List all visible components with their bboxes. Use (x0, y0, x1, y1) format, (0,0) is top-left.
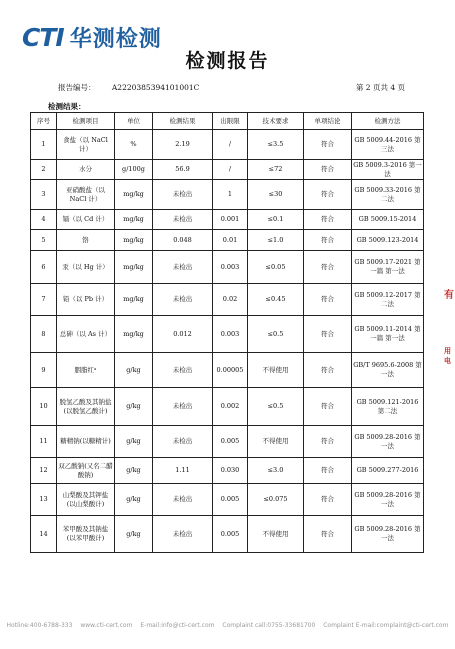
table-cell: GB 5009.11-2014 第一篇 第一法 (352, 316, 424, 353)
table-cell: 双乙酸钠(又名二醋酸钠) (57, 458, 115, 484)
table-cell: GB 5009.121-2016 第二法 (352, 388, 424, 426)
table-cell: GB 5009.17-2021 第一篇 第一法 (352, 251, 424, 284)
page-footer (0, 622, 455, 629)
table-cell: ≤0.1 (248, 210, 304, 230)
page-title: 检测报告 (185, 50, 270, 72)
footer-website: www.cti-cert.com (80, 622, 133, 629)
table-cell: 12 (31, 458, 57, 484)
report-number: A2220385394101001C (111, 83, 200, 92)
table-cell: 未检出 (153, 484, 213, 516)
table-cell: ≤3.0 (248, 458, 304, 484)
table-cell: 镉（以 Cd 计） (57, 210, 115, 230)
table-cell: 符合 (304, 353, 352, 388)
table-cell: 0.001 (213, 210, 248, 230)
table-cell: 0.002 (213, 388, 248, 426)
table-cell: 山梨酸及其钾盐 (以山梨酸计) (57, 484, 115, 516)
table-cell: mg/kg (115, 251, 153, 284)
table-cell: 汞（以 Hg 计） (57, 251, 115, 284)
table-cell: 9 (31, 353, 57, 388)
table-cell: 2.19 (153, 130, 213, 160)
table-cell: 胭脂红ᵃ (57, 353, 115, 388)
table-cell: 1 (213, 180, 248, 210)
col-header: 单项结论 (304, 113, 352, 130)
table-cell: GB 5009.3-2016 第一法 (353, 160, 422, 178)
table-cell: 铬 (57, 230, 115, 251)
table-row (31, 230, 424, 251)
report-number-label: 报告编号： (58, 83, 96, 92)
table-cell: ≤30 (248, 180, 304, 210)
results-table (30, 112, 424, 553)
table-cell: g/100g (115, 160, 153, 180)
stamp-fragment-1: 有 (444, 290, 454, 301)
col-header: 序号 (31, 113, 57, 130)
table-cell: ≤72 (248, 160, 304, 180)
table-cell: ≤0.45 (248, 284, 304, 316)
table-cell: 符合 (304, 210, 352, 230)
table-cell: mg/kg (115, 316, 153, 353)
table-row (31, 130, 424, 160)
table-row (31, 160, 424, 180)
table-cell: 符合 (304, 458, 352, 484)
table-cell: GB 5009.123-2014 (352, 230, 424, 251)
col-header: 检测项目 (57, 113, 115, 130)
col-header: 单位 (115, 113, 153, 130)
table-cell: 未检出 (153, 516, 213, 553)
table-cell: 不得使用 (248, 353, 304, 388)
table-cell: % (115, 130, 153, 160)
table-cell: mg/kg (115, 180, 153, 210)
table-row (31, 180, 424, 210)
table-cell: 0.012 (153, 316, 213, 353)
table-cell: 0.005 (213, 484, 248, 516)
table-cell: 未检出 (153, 388, 213, 426)
table-cell: 未检出 (153, 353, 213, 388)
table-cell: 符合 (304, 516, 352, 553)
footer-complaint-email: Complaint E-mail:complaint@cti-cert.com (323, 622, 449, 629)
table-cell: 符合 (304, 180, 352, 210)
table-cell: 未检出 (153, 251, 213, 284)
table-row (31, 251, 424, 284)
table-cell: 56.9 (153, 160, 213, 180)
table-cell: 未检出 (153, 284, 213, 316)
table-row (31, 458, 424, 484)
table-cell: GB 5009.28-2016 第一法 (352, 426, 424, 458)
table-row (31, 516, 424, 553)
table-cell: 1.11 (153, 458, 213, 484)
table-cell: 11 (31, 426, 57, 458)
table-cell: 0.003 (213, 316, 248, 353)
table-cell: 1 (31, 130, 57, 160)
table-cell: ≤3.5 (248, 130, 304, 160)
table-cell: 13 (31, 484, 57, 516)
footer-complaint-call: Complaint call:0755-33681700 (222, 622, 316, 629)
table-cell: 7 (31, 284, 57, 316)
table-cell: GB 5009.28-2016 第一法 (352, 516, 424, 553)
table-row (31, 353, 424, 388)
table-cell: 14 (31, 516, 57, 553)
table-cell: 不得使用 (248, 516, 304, 553)
table-cell: 0.005 (213, 516, 248, 553)
logo-text: 华测检测 (69, 26, 162, 52)
table-row (31, 284, 424, 316)
page-info: 第 2 页共 4 页 (355, 83, 405, 92)
table-cell: GB 5009.33-2016 第二法 (352, 180, 424, 210)
table-cell: 0.048 (153, 230, 213, 251)
table-cell: ≤0.5 (248, 316, 304, 353)
table-cell: GB 5009.12-2017 第二法 (352, 284, 424, 316)
table-cell: 符合 (304, 160, 352, 180)
col-header: 技术要求 (248, 113, 304, 130)
table-cell: GB 5009.28-2016 第一法 (352, 484, 424, 516)
col-header: 出限限 (213, 113, 248, 130)
table-cell: 2 (31, 160, 57, 180)
table-cell: 符合 (304, 316, 352, 353)
table-cell: g/kg (115, 353, 153, 388)
table-cell: ≤0.075 (248, 484, 304, 516)
table-cell: 8 (31, 316, 57, 353)
table-cell: GB/T 9695.6-2008 第一法 (352, 353, 424, 388)
table-cell: ≤0.05 (248, 251, 304, 284)
table-row (31, 210, 424, 230)
table-cell: g/kg (115, 426, 153, 458)
table-cell: g/kg (115, 516, 153, 553)
table-cell: 符合 (304, 484, 352, 516)
table-cell: g/kg (115, 484, 153, 516)
footer-email: E-mail:info@cti-cert.com (140, 622, 215, 629)
table-cell: 符合 (304, 426, 352, 458)
table-row (31, 484, 424, 516)
table-row (31, 316, 424, 353)
table-cell: 符合 (304, 388, 352, 426)
table-cell: 0.00005 (213, 353, 248, 388)
table-cell: 0.02 (213, 284, 248, 316)
table-cell: 铅（以 Pb 计） (57, 284, 115, 316)
col-header: 检测方法 (352, 113, 424, 130)
table-cell: 5 (31, 230, 57, 251)
table-cell: 糖精钠(以糖精计) (57, 426, 115, 458)
table-cell: GB 5009.15-2014 (352, 210, 424, 230)
col-header: 检测结果 (153, 113, 213, 130)
table-cell: GB 5009.277-2016 (352, 458, 424, 484)
logo-mark: CTI (22, 22, 64, 52)
table-cell: 未检出 (153, 426, 213, 458)
report-number-line (58, 82, 199, 93)
table-cell: 6 (31, 251, 57, 284)
table-cell: 3 (31, 180, 57, 210)
table-cell: mg/kg (115, 284, 153, 316)
footer-hotline: Hotline:400-6788-333 (6, 622, 73, 629)
table-cell: 符合 (304, 130, 352, 160)
table-cell: 脱氢乙酸及其钠盐(以脱氢乙酸计) (57, 388, 115, 426)
table-row (31, 426, 424, 458)
table-cell: / (213, 130, 248, 160)
table-cell: 水分 (57, 160, 115, 180)
table-cell: 总砷（以 As 计） (57, 316, 115, 353)
table-cell: 0.003 (213, 251, 248, 284)
table-cell: 4 (31, 210, 57, 230)
table-cell: 亚硝酸盐（以 NaCl 计） (57, 180, 115, 210)
table-cell: ≤0.5 (248, 388, 304, 426)
table-cell: 苯甲酸及其钠盐 (以苯甲酸计) (57, 516, 115, 553)
table-cell: 未检出 (153, 180, 213, 210)
table-cell: 食盐（以 NaCl 计） (57, 130, 115, 160)
table-cell: ≤1.0 (248, 230, 304, 251)
table-cell: 10 (31, 388, 57, 426)
table-cell: g/kg (115, 388, 153, 426)
table-header-row (31, 113, 424, 130)
table-cell: mg/kg (115, 230, 153, 251)
table-cell: 符合 (304, 251, 352, 284)
table-cell: 不得使用 (248, 426, 304, 458)
table-cell: 未检出 (153, 210, 213, 230)
section-title: 检测结果： (48, 102, 86, 111)
table-cell: 0.030 (213, 458, 248, 484)
table-cell: / (213, 160, 248, 180)
table-cell: 0.01 (213, 230, 248, 251)
stamp-fragment-2: 用电 (444, 347, 451, 365)
table-cell: 0.005 (213, 426, 248, 458)
table-cell: mg/kg (115, 210, 153, 230)
table-cell: g/kg (115, 458, 153, 484)
table-cell: 符合 (304, 284, 352, 316)
table-row (31, 388, 424, 426)
table-cell: 符合 (304, 230, 352, 251)
table-cell: GB 5009.44-2016 第三法 (352, 130, 424, 160)
